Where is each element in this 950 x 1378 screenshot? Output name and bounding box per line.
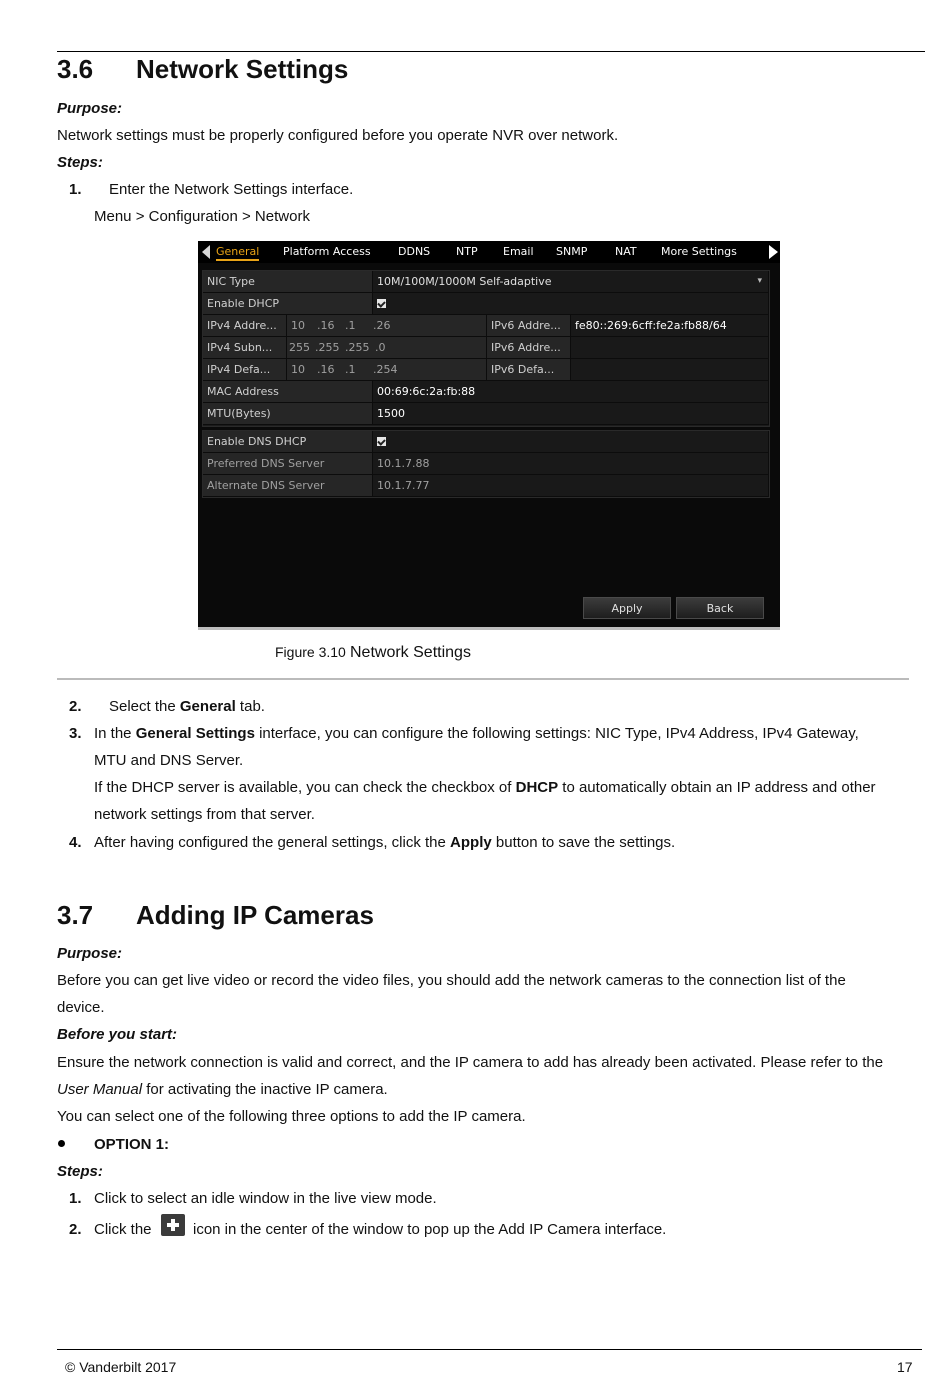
apply-button[interactable]: Apply (583, 597, 671, 619)
ip-octet: .16 (317, 319, 335, 332)
mtu-row (203, 403, 769, 425)
text-run: for activating the inactive IP camera. (142, 1081, 388, 1098)
step-number: 1. (69, 181, 82, 198)
alternate-dns-row (203, 475, 769, 497)
tab-more-settings[interactable]: More Settings (661, 245, 737, 258)
field-label: IPv4 Addre... (203, 315, 287, 336)
tab-nat[interactable]: NAT (615, 245, 637, 258)
field-label: MTU(Bytes) (203, 403, 373, 424)
ipv4-gateway-row (203, 359, 769, 381)
ip-octet: .1 (345, 363, 356, 376)
ipv4-gateway-field[interactable] (287, 359, 487, 380)
nic-type-row (203, 271, 769, 293)
field-label: Alternate DNS Server (203, 475, 373, 496)
options-text: You can select one of the following three options to add the IP camera. (57, 1108, 526, 1125)
text-run: If the DHCP server is available, you can check the checkbox of (94, 779, 516, 796)
purpose-label: Purpose: (57, 100, 123, 117)
purpose-text: Before you can get live video or record the video files, you should add the network cameras to the connection list of the (57, 972, 846, 989)
enable-dhcp-cell (373, 293, 769, 314)
section-number: 3.6 (57, 54, 94, 84)
text-italic: User Manual (57, 1081, 143, 1098)
menu-path: Menu > Configuration > Network (94, 208, 310, 225)
step-text (109, 698, 265, 715)
step-text (94, 834, 675, 851)
enable-dhcp-row (203, 293, 769, 315)
text-run: After having configured the general settings, click the (94, 834, 451, 851)
ip-octet: .26 (373, 319, 391, 332)
figure-caption-prefix: Figure 3.10 (275, 644, 346, 660)
ipv6-address1-value: fe80::269:6cff:fe2a:fb88/64 (571, 315, 769, 336)
step-number: 4. (69, 834, 82, 851)
header-rule (57, 51, 925, 52)
field-label: IPv6 Addre... (487, 337, 571, 358)
field-label: IPv4 Defa... (203, 359, 287, 380)
ipv4-address-row (203, 315, 769, 337)
before-text (57, 1081, 388, 1098)
step-number: 2. (69, 698, 82, 715)
section-number: 3.7 (57, 900, 94, 930)
step-text (94, 725, 859, 742)
field-label: IPv4 Subn... (203, 337, 287, 358)
network-settings-screenshot (198, 241, 780, 630)
field-label: Enable DNS DHCP (203, 431, 373, 452)
purpose-text: Network settings must be properly configured before you operate NVR over network. (57, 127, 619, 144)
preferred-dns-field[interactable]: 10.1.7.88 (373, 453, 769, 474)
ip-octet: .255 (315, 341, 340, 354)
figure-caption-title: Network Settings (350, 644, 471, 661)
field-label: IPv6 Defa... (487, 359, 571, 380)
before-text: Ensure the network connection is valid and correct, and the IP camera to add has already been activated. Please refer to the (57, 1054, 884, 1071)
tab-email[interactable]: Email (503, 245, 534, 258)
mac-value: 00:69:6c:2a:fb:88 (373, 381, 769, 402)
ipv4-subnet-row (203, 337, 769, 359)
text-run: to automatically obtain an IP address and other (558, 779, 876, 796)
bullet-icon (58, 1140, 65, 1147)
dns-settings-panel (202, 430, 770, 498)
ipv6-address2-value (571, 337, 769, 358)
enable-dns-dhcp-row (203, 431, 769, 453)
text-run: interface, you can configure the following settings: NIC Type, IPv4 Address, IPv4 Gateway, (254, 725, 859, 742)
ipv4-address-field[interactable] (287, 315, 487, 336)
ip-octet: .254 (373, 363, 398, 376)
enable-dns-dhcp-checkbox[interactable] (377, 437, 386, 446)
ip-octet: 10 (291, 363, 305, 376)
field-label: NIC Type (203, 271, 373, 292)
purpose-text: device. (57, 999, 105, 1016)
purpose-label: Purpose: (57, 945, 123, 962)
step-text: Click the (94, 1221, 152, 1238)
text-bold: Apply (450, 834, 492, 851)
section-title: Adding IP Cameras (136, 900, 374, 930)
field-label: Preferred DNS Server (203, 453, 373, 474)
step-text: MTU and DNS Server. (94, 752, 244, 769)
tab-bar (198, 241, 780, 263)
before-you-start-label: Before you start: (57, 1026, 178, 1043)
ip-octet: .16 (317, 363, 335, 376)
steps-label: Steps: (57, 1163, 103, 1180)
chevron-down-icon: ▾ (757, 276, 762, 286)
ip-settings-panel (202, 270, 770, 427)
section-title: Network Settings (136, 54, 349, 84)
ip-octet: 255 (289, 341, 310, 354)
step-text: Click to select an idle window in the live view mode. (94, 1190, 437, 1207)
field-label: MAC Address (203, 381, 373, 402)
text-bold: General Settings (135, 725, 255, 742)
page-number: 17 (897, 1359, 913, 1375)
text-bold: General (179, 698, 236, 715)
ipv4-subnet-field[interactable] (287, 337, 487, 358)
nic-type-select[interactable] (373, 271, 769, 292)
mtu-field[interactable]: 1500 (373, 403, 769, 424)
step-text: Enter the Network Settings interface. (109, 181, 354, 198)
field-label: Enable DHCP (203, 293, 373, 314)
add-camera-icon (161, 1214, 185, 1236)
tab-ntp[interactable]: NTP (456, 245, 478, 258)
text-run: button to save the settings. (491, 834, 676, 851)
tab-general[interactable]: General (216, 245, 259, 261)
caption-rule (57, 678, 909, 680)
enable-dhcp-checkbox[interactable] (377, 299, 386, 308)
option-label: OPTION 1: (94, 1136, 170, 1153)
ipv6-gateway-value (571, 359, 769, 380)
ip-octet: 10 (291, 319, 305, 332)
field-label: IPv6 Addre... (487, 315, 571, 336)
text-run: Select the (109, 698, 180, 715)
text-bold: DHCP (515, 779, 559, 796)
text-run: tab. (235, 698, 265, 715)
ip-octet: .255 (345, 341, 370, 354)
text-run: In the (94, 725, 136, 742)
tab-snmp[interactable]: SNMP (556, 245, 588, 258)
figure-caption (275, 644, 471, 662)
mac-row (203, 381, 769, 403)
ip-octet: .0 (375, 341, 386, 354)
preferred-dns-row (203, 453, 769, 475)
nic-type-value: 10M/100M/1000M Self-adaptive (377, 275, 552, 288)
copyright: © Vanderbilt 2017 (65, 1359, 177, 1375)
step-text: icon in the center of the window to pop up the Add IP Camera interface. (193, 1221, 667, 1238)
alternate-dns-field[interactable]: 10.1.7.77 (373, 475, 769, 496)
step-number: 1. (69, 1190, 82, 1207)
step-number: 2. (69, 1221, 82, 1238)
tab-scroll-left-icon[interactable] (202, 245, 210, 259)
step-text (94, 779, 876, 796)
tab-platform-access[interactable]: Platform Access (283, 245, 371, 258)
footer-rule (57, 1349, 922, 1350)
back-button[interactable]: Back (676, 597, 764, 619)
step-number: 3. (69, 725, 82, 742)
step-text: network settings from that server. (94, 806, 315, 823)
tab-ddns[interactable]: DDNS (398, 245, 431, 258)
enable-dns-dhcp-cell (373, 431, 769, 452)
tab-scroll-right-icon[interactable] (769, 245, 778, 259)
ip-octet: .1 (345, 319, 356, 332)
steps-label: Steps: (57, 154, 103, 171)
